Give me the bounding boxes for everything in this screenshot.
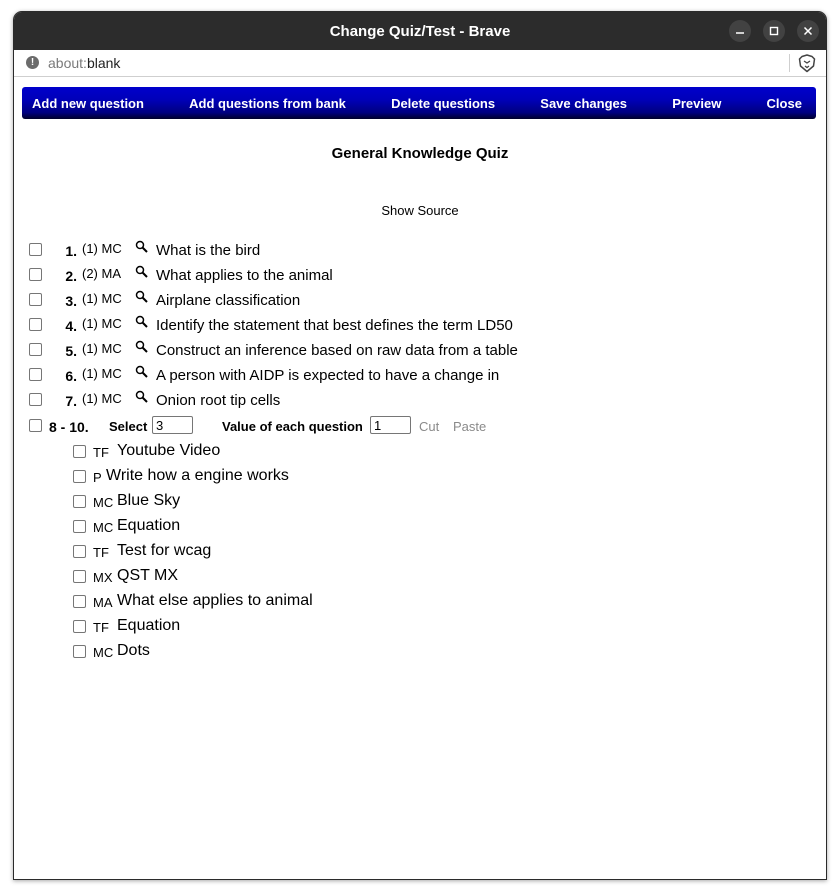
group-range: 8 - 10.	[49, 419, 89, 435]
group-item-checkbox[interactable]	[73, 595, 86, 608]
question-text[interactable]: Onion root tip cells	[156, 392, 281, 409]
group-item-row	[14, 614, 814, 639]
select-label: Select	[109, 419, 148, 434]
question-text[interactable]: Identify the statement that best defines the term LD50	[156, 317, 513, 334]
group-item-type: MC	[93, 520, 114, 535]
question-checkbox[interactable]	[29, 268, 42, 281]
question-checkbox[interactable]	[29, 243, 42, 256]
brave-lion-icon[interactable]	[798, 54, 816, 73]
question-meta: (2) MA	[82, 266, 121, 281]
question-checkbox[interactable]	[29, 343, 42, 356]
title-bar	[14, 12, 826, 50]
close-window-button[interactable]	[797, 20, 819, 42]
question-meta: (1) MC	[82, 291, 122, 306]
question-group-row	[14, 414, 814, 439]
group-item-row	[14, 564, 814, 589]
url-text[interactable]	[48, 55, 120, 71]
question-row	[14, 262, 814, 287]
question-checkbox[interactable]	[29, 318, 42, 331]
quiz-toolbar	[22, 87, 816, 119]
group-checkbox[interactable]	[29, 419, 42, 432]
delete-questions-button[interactable]: Delete questions	[391, 95, 496, 111]
question-meta: (1) MC	[82, 241, 122, 256]
show-source-link[interactable]: Show Source	[381, 203, 459, 218]
window-title: Change Quiz/Test - Brave	[329, 22, 511, 40]
question-row	[14, 237, 814, 262]
group-item-type: MA	[93, 595, 113, 610]
group-item-checkbox[interactable]	[73, 545, 86, 558]
minimize-icon	[735, 26, 745, 36]
magnifier-icon[interactable]	[135, 290, 149, 304]
url-path: blank	[86, 55, 121, 71]
group-item-checkbox[interactable]	[73, 495, 86, 508]
question-checkbox[interactable]	[29, 293, 42, 306]
group-item-text[interactable]: Blue Sky	[117, 492, 181, 509]
group-item-type: TF	[93, 620, 109, 635]
minimize-button[interactable]	[729, 20, 751, 42]
question-text[interactable]: What is the bird	[156, 242, 261, 259]
group-item-row	[14, 589, 814, 614]
group-item-text[interactable]: Equation	[117, 517, 181, 534]
close-icon	[803, 26, 813, 36]
select-count-input[interactable]	[152, 416, 193, 434]
group-item-checkbox[interactable]	[73, 645, 86, 658]
group-item-row	[14, 489, 814, 514]
magnifier-icon[interactable]	[135, 240, 149, 254]
group-item-type: TF	[93, 545, 109, 560]
question-text[interactable]: Airplane classification	[156, 292, 301, 309]
question-number: 6.	[65, 368, 77, 384]
group-item-text[interactable]: Youtube Video	[117, 442, 221, 459]
address-bar[interactable]	[14, 50, 826, 77]
maximize-icon	[769, 26, 779, 36]
group-item-row	[14, 539, 814, 564]
question-number: 3.	[65, 293, 77, 309]
group-item-checkbox[interactable]	[73, 470, 86, 483]
close-button[interactable]: Close	[766, 95, 802, 111]
question-checkbox[interactable]	[29, 393, 42, 406]
group-item-text[interactable]: What else applies to animal	[117, 592, 313, 609]
add-new-question-button[interactable]: Add new question	[32, 95, 144, 111]
magnifier-icon[interactable]	[135, 340, 149, 354]
page-content	[14, 77, 826, 879]
group-item-checkbox[interactable]	[73, 445, 86, 458]
question-row	[14, 362, 814, 387]
question-number: 2.	[65, 268, 77, 284]
maximize-button[interactable]	[763, 20, 785, 42]
question-text[interactable]: Construct an inference based on raw data from a table	[156, 342, 518, 359]
browser-window	[13, 11, 827, 880]
question-meta: (1) MC	[82, 316, 122, 331]
question-text[interactable]: What applies to the animal	[156, 267, 333, 284]
group-item-text[interactable]: Test for wcag	[117, 542, 212, 559]
url-scheme: about:	[48, 55, 87, 71]
group-item-type: MC	[93, 645, 114, 660]
value-label: Value of each question	[222, 419, 363, 434]
group-item-checkbox[interactable]	[73, 520, 86, 533]
group-item-type: MX	[93, 570, 113, 585]
question-text[interactable]: A person with AIDP is expected to have a change in	[156, 367, 500, 384]
group-item-text[interactable]: Write how a engine works	[106, 467, 289, 484]
question-row	[14, 287, 814, 312]
question-row	[14, 387, 814, 412]
save-changes-button[interactable]: Save changes	[540, 95, 627, 111]
group-item-checkbox[interactable]	[73, 620, 86, 633]
question-number: 4.	[65, 318, 77, 334]
question-meta: (1) MC	[82, 341, 122, 356]
question-number: 7.	[65, 393, 77, 409]
group-item-row	[14, 464, 814, 489]
magnifier-icon[interactable]	[135, 365, 149, 379]
question-row	[14, 312, 814, 337]
group-item-checkbox[interactable]	[73, 570, 86, 583]
group-item-type: MC	[93, 495, 114, 510]
question-value-input[interactable]	[370, 416, 411, 434]
address-separator	[789, 54, 790, 72]
preview-button[interactable]: Preview	[672, 95, 722, 111]
question-checkbox[interactable]	[29, 368, 42, 381]
info-icon[interactable]: !	[26, 56, 39, 69]
group-item-text[interactable]: Equation	[117, 617, 181, 634]
magnifier-icon[interactable]	[135, 265, 149, 279]
question-row	[14, 337, 814, 362]
question-number: 5.	[65, 343, 77, 359]
add-from-bank-button[interactable]: Add questions from bank	[189, 95, 346, 111]
cut-link[interactable]: Cut	[419, 419, 440, 434]
question-meta: (1) MC	[82, 391, 122, 406]
group-item-text[interactable]: Dots	[117, 642, 150, 659]
group-item-row	[14, 639, 814, 664]
group-item-type: TF	[93, 445, 109, 460]
magnifier-icon[interactable]	[135, 315, 149, 329]
group-item-row	[14, 439, 814, 464]
question-meta: (1) MC	[82, 366, 122, 381]
group-item-text[interactable]: QST MX	[117, 567, 179, 584]
question-number: 1.	[65, 243, 77, 259]
quiz-title: General Knowledge Quiz	[331, 145, 509, 162]
paste-link[interactable]: Paste	[453, 419, 487, 434]
group-item-row	[14, 514, 814, 539]
magnifier-icon[interactable]	[135, 390, 149, 404]
group-item-type: P	[93, 470, 102, 485]
